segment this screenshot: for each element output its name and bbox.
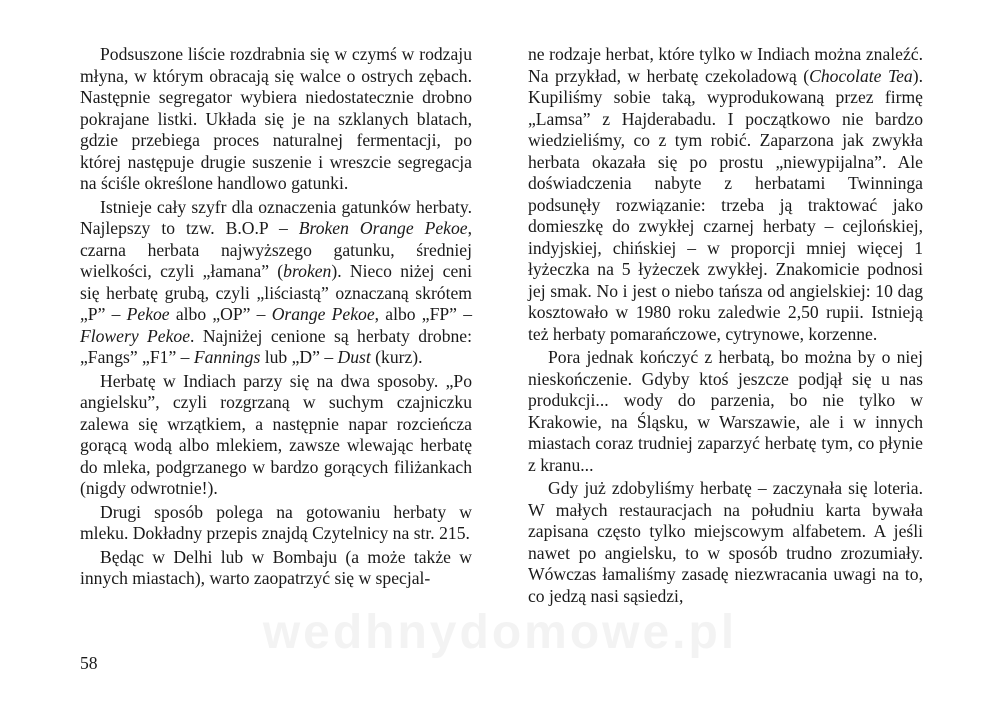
watermark: wedhnydomowe.pl (262, 606, 738, 659)
page-number: 58 (80, 653, 98, 673)
paragraph: Herbatę w Indiach parzy się na dwa sposoby. „Po angielsku”, czyli rozgrzaną w suchym czajniczku zalewa się wrzątkiem, a następnie napar rozcieńcza gorącą wodą albo mlekiem, zawsze wlewając herbatę do mleka, podgrzanego w bardzo gorących filiżankach (nigdy odwrotnie!). (80, 370, 472, 498)
paragraph: Istnieje cały szyfr dla oznaczenia gatunków herbaty. Najlepszy to tzw. B.O.P – Broken Orange Pekoe, czarna herbata najwyższego gatunku, średniej wielkości, czyli „łamana” (broken). Nieco niżej ceni się herbatę grubą, czyli „liściastą” oznaczaną skrótem „P” – Pekoe albo „OP” – Orange Pekoe, albo „FP” – Flowery Pekoe. Najniżej cenione są herbaty drobne: „Fangs” „F1” – Fannings lub „D” – Dust (kurz). (80, 196, 473, 367)
left-text-column (80, 44, 472, 590)
paragraph: Będąc w Delhi lub w Bombaju (a może także w innych miastach), warto zaopatrzyć się w specjal- (80, 546, 472, 588)
paragraph: Podsuszone liście rozdrabnia się w czymś w rodzaju młyna, w którym obracają się walce o ostrych zębach. Następnie segregator wybiera niedostatecznie drobno pokrajane listki. Układa się je na szklanych blatach, gdzie przebiega proces naturalnej fermentacji, po której następuje drugie suszenie i wreszcie segregacja na ściśle określone handlowo gatunki. (80, 44, 472, 193)
paragraph: Gdy już zdobyliśmy herbatę – zaczynała się loteria. W małych restauracjach na południu karta bywała zapisana często tylko miejscowym alfabetem. A jeśli nawet po angielsku, to w sposób trudno zrozumiały. Wówczas łamaliśmy zasadę niezwracania uwagi na to, co jedzą nasi sąsiedzi, (528, 478, 923, 606)
paragraph: Pora jednak kończyć z herbatą, bo można by o niej nieskończenie. Gdyby ktoś jeszcze podjął się u nas produkcji... wody do parzenia, bo nie tylko w Krakowie, na Śląsku, w Warszawie, ale i w innych miastach coraz trudniej zaparzyć herbatę tym, co płynie z kranu... (528, 347, 923, 475)
paragraph: ne rodzaje herbat, które tylko w Indiach można znaleźć. Na przykład, w herbatę czekoladową (Chocolate Tea). Kupiliśmy sobie taką, wyprodukowaną przez firmę „Lamsa” z Hajderabadu. I początkowo nie bardzo wiedzieliśmy, co z tym robić. Zaparzona jak zwykła herbata okazała się po prostu „niewypijalna”. Ale doświadczenia nabyte z herbatami Twinninga podsunęły rozwiązanie: trzeba ją traktować jako domieszkę do zwykłej czarnej herbaty – cejlońskiej, indyjskiej, chińskiej – w proporcji mniej więcej 1 łyżeczka na 5 łyżeczek zwykłej. Znakomicie podnosi jej smak. No i jest o niebo tańsza od angielskiej: 10 dag kosztowało w 1980 roku zaledwie 2,50 rupii. Istnieją też herbaty pomarańczowe, cytrynowe, korzenne. (528, 44, 923, 344)
paragraph: Drugi sposób polega na gotowaniu herbaty w mleku. Dokładny przepis znajdą Czytelnicy na str. 215. (80, 501, 472, 543)
right-text-column (528, 44, 923, 607)
